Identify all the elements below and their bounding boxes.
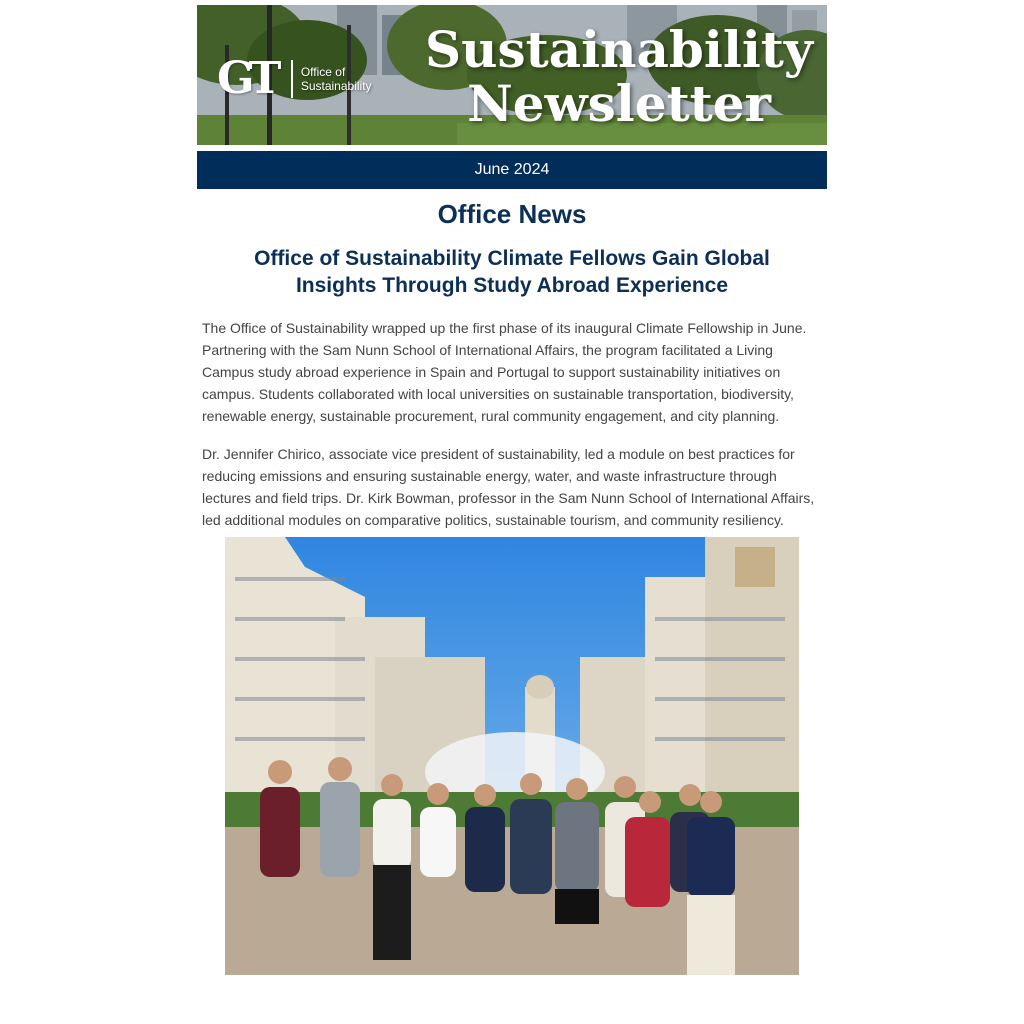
article-paragraph-1: The Office of Sustainability wrapped up the first phase of its inaugural Climate Fellowship in June. Partnering with the Sam Nunn School of International Affairs, the program facilitated a Living Campus study abroad experience in Spain and Portugal to support sustainability initiatives on campus. Students collaborated with local universities on sustainable transportation, biodiversity, renewable energy, sustainable procurement, rural community engagement, and city planning.	[202, 320, 807, 424]
article-headline: Office of Sustainability Climate Fellows Gain Global Insights Through Study Abroad Experience	[254, 247, 770, 297]
office-label-line1: Office of	[300, 65, 346, 79]
header-banner	[197, 5, 827, 145]
title-line-2: Newsletter	[467, 74, 771, 133]
title-line-1: Sustainability	[425, 20, 813, 79]
article-paragraph-2: Dr. Jennifer Chirico, associate vice president of sustainability, led a module on best practices for reducing emissions and ensuring sustainable energy, water, and waste infrastructure through lectures and field trips. Dr. Kirk Bowman, professor in the Sam Nunn School of International Affairs, led additional modules on comparative politics, sustainable tourism, and community resiliency.	[202, 446, 815, 528]
logo-divider	[291, 60, 293, 98]
newsletter	[197, 5, 827, 975]
office-of-sustainability-label	[301, 65, 372, 93]
group-photo	[225, 537, 799, 975]
group-photo-image	[225, 537, 799, 975]
issue-date-bar	[197, 151, 827, 189]
newsletter-title	[419, 20, 819, 133]
gt-logo-mark: GT	[217, 53, 276, 104]
office-label-line2: Sustainability	[300, 79, 372, 93]
issue-date: June 2024	[474, 161, 550, 178]
section-title: Office News	[437, 199, 587, 229]
gt-logo[interactable]	[217, 53, 372, 104]
